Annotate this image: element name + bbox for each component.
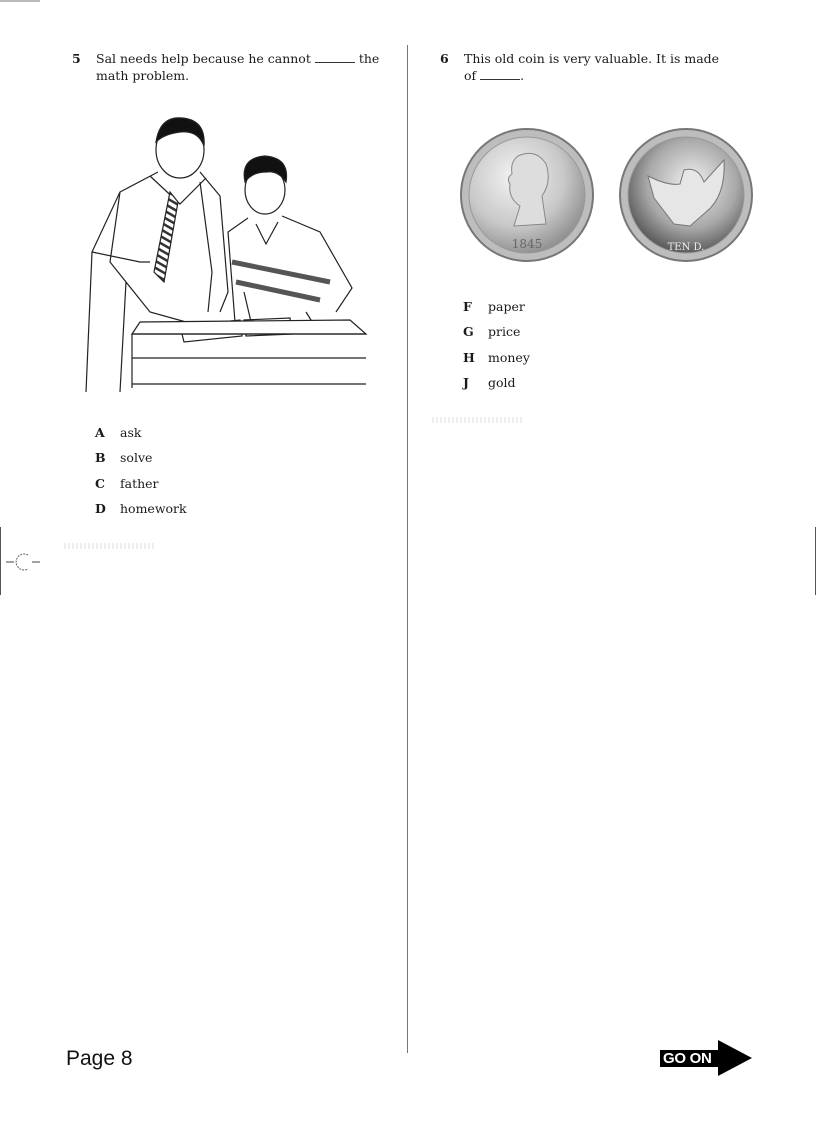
svg-text:TEN D.: TEN D.: [667, 242, 705, 253]
column-divider: [407, 45, 408, 1053]
go-on-label: GO ON: [663, 1050, 712, 1067]
page-number: Page 8: [66, 1047, 133, 1070]
question-number: 6: [440, 51, 449, 66]
man-helping-boy-illustration: [80, 112, 370, 392]
question-number: 5: [72, 51, 81, 66]
coin-back: [620, 129, 752, 261]
coin-front: [461, 129, 593, 261]
question-text: This old coin is very valuable. It is made of .: [464, 51, 720, 83]
question-text: Sal needs help because he cannot the math problem.: [96, 51, 380, 83]
answer-blank: [315, 51, 355, 63]
faint-artifact: [432, 417, 524, 423]
left-margin-bar: [0, 527, 1, 595]
registration-mark-icon: [6, 551, 42, 573]
faint-artifact: [64, 543, 156, 549]
top-crop-mark: [0, 0, 40, 2]
arrow-right-icon: [718, 1040, 752, 1076]
answer-blank: [480, 68, 520, 80]
go-on-arrow: [660, 1040, 754, 1076]
gold-coin-images: [458, 126, 758, 266]
svg-text:1845: 1845: [511, 237, 543, 251]
